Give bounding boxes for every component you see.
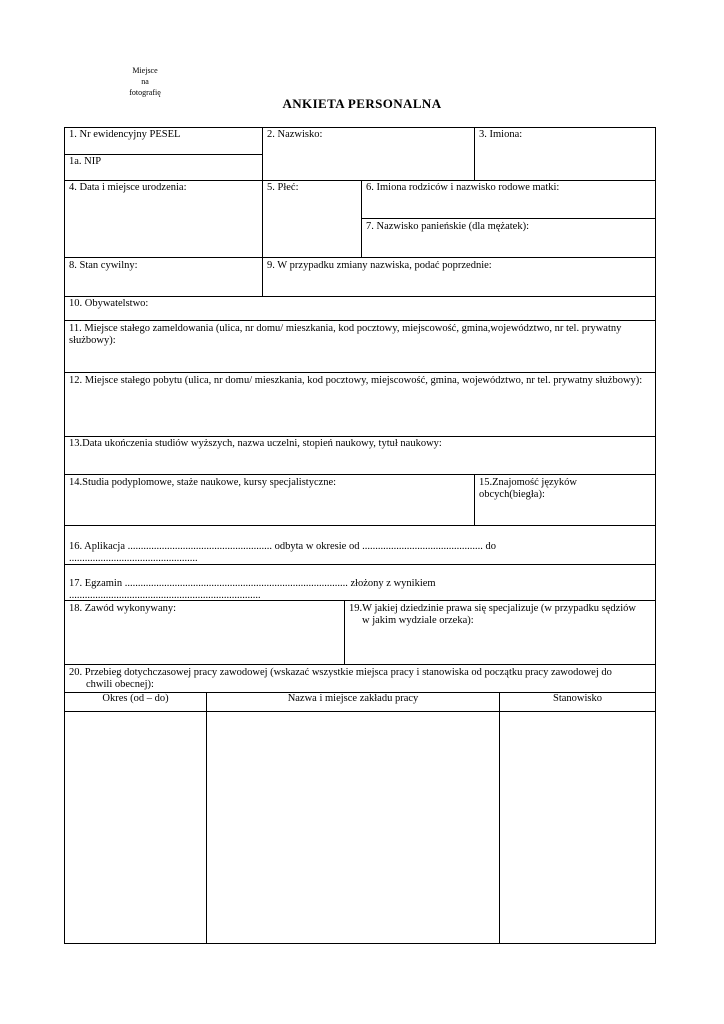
field-profession[interactable]: 18. Zawód wykonywany:	[69, 603, 177, 614]
field-maiden-name[interactable]: 7. Nazwisko panieńskie (dla mężatek):	[366, 221, 529, 232]
field-exam-line2[interactable]: .........................................................................	[69, 590, 261, 601]
field-birth-date-place[interactable]: 4. Data i miejsce urodzenia:	[69, 182, 187, 193]
field-residence-address[interactable]: 12. Miejsce stałego pobytu (ulica, nr domu/ mieszkania, kod pocztowy, miejscowość, gmina, województwo, nr tel. prywatny służbowy):	[69, 375, 643, 386]
border-right	[655, 127, 656, 944]
divider	[262, 127, 263, 181]
field-exam-line1[interactable]: 17. Egzamin ..................................................................................... złożony z wynikiem	[69, 578, 436, 589]
field-work-history-line2: chwili obecnej):	[86, 679, 154, 690]
field-higher-education[interactable]: 13.Data ukończenia studiów wyższych, nazwa uczelni, stopień naukowy, tytuł naukowy:	[69, 438, 442, 449]
field-sex[interactable]: 5. Płeć:	[267, 182, 299, 193]
table-cell-position[interactable]	[500, 712, 655, 943]
border-bottom	[64, 943, 656, 944]
field-apprenticeship-line1[interactable]: 16. Aplikacja ....................................................... odbyta w okresie od .............................................. do	[69, 541, 496, 552]
field-nip[interactable]: 1a. NIP	[69, 156, 102, 167]
field-postgraduate-studies[interactable]: 14.Studia podyplomowe, staże naukowe, kursy specjalistyczne:	[69, 477, 337, 488]
divider	[361, 180, 362, 258]
divider	[64, 525, 656, 526]
photo-label-line3: fotografię	[129, 88, 161, 97]
divider	[474, 127, 475, 181]
table-header-employer: Nazwa i miejsce zakładu pracy	[287, 693, 419, 704]
field-previous-surname[interactable]: 9. W przypadku zmiany nazwiska, podać poprzednie:	[267, 260, 492, 271]
field-languages[interactable]: 15.Znajomość języków obcych(biegła):	[479, 477, 577, 500]
divider	[361, 218, 656, 219]
field-work-history-line1: 20. Przebieg dotychczasowej pracy zawodowej (wskazać wszystkie miejsca pracy i stanowiska od początku pracy zawodowej do	[69, 667, 612, 678]
field-citizenship[interactable]: 10. Obywatelstwo:	[69, 298, 149, 309]
border-top	[64, 127, 656, 128]
field-apprenticeship-line2[interactable]: .................................................	[69, 553, 198, 564]
divider	[64, 257, 656, 258]
divider	[64, 154, 263, 155]
divider	[64, 474, 656, 475]
field-first-names[interactable]: 3. Imiona:	[479, 129, 523, 140]
table-cell-employer[interactable]	[207, 712, 499, 943]
field-surname[interactable]: 2. Nazwisko:	[267, 129, 323, 140]
divider	[344, 600, 345, 665]
photo-placeholder	[105, 65, 185, 98]
divider	[474, 474, 475, 526]
page-title: ANKIETA PERSONALNA	[282, 96, 442, 111]
field-marital-status[interactable]: 8. Stan cywilny:	[69, 260, 138, 271]
photo-label-line1: Miejsce	[132, 66, 158, 75]
field-pesel[interactable]: 1. Nr ewidencyjny PESEL	[69, 129, 181, 140]
divider	[64, 664, 656, 665]
divider	[262, 180, 263, 297]
table-cell-period[interactable]	[65, 712, 206, 943]
field-law-specialization-line1[interactable]: 19.W jakiej dziedzinie prawa się specjalizuje (w przypadku sędziów	[349, 603, 636, 614]
table-header-position: Stanowisko	[552, 693, 602, 704]
divider	[64, 436, 656, 437]
divider	[64, 372, 656, 373]
field-law-specialization-line2[interactable]: w jakim wydziale orzeka):	[362, 615, 474, 626]
divider	[64, 320, 656, 321]
field-registered-address[interactable]: 11. Miejsce stałego zameldowania (ulica, nr domu/ mieszkania, kod pocztowy, miejscowość, gmina,województwo, nr tel. prywatny służbowy):	[69, 323, 622, 346]
photo-label-line2: na	[141, 77, 149, 86]
table-header-period: Okres (od – do)	[102, 693, 169, 704]
field-parents-names[interactable]: 6. Imiona rodziców i nazwisko rodowe matki:	[366, 182, 560, 193]
divider	[64, 180, 656, 181]
divider	[64, 296, 656, 297]
